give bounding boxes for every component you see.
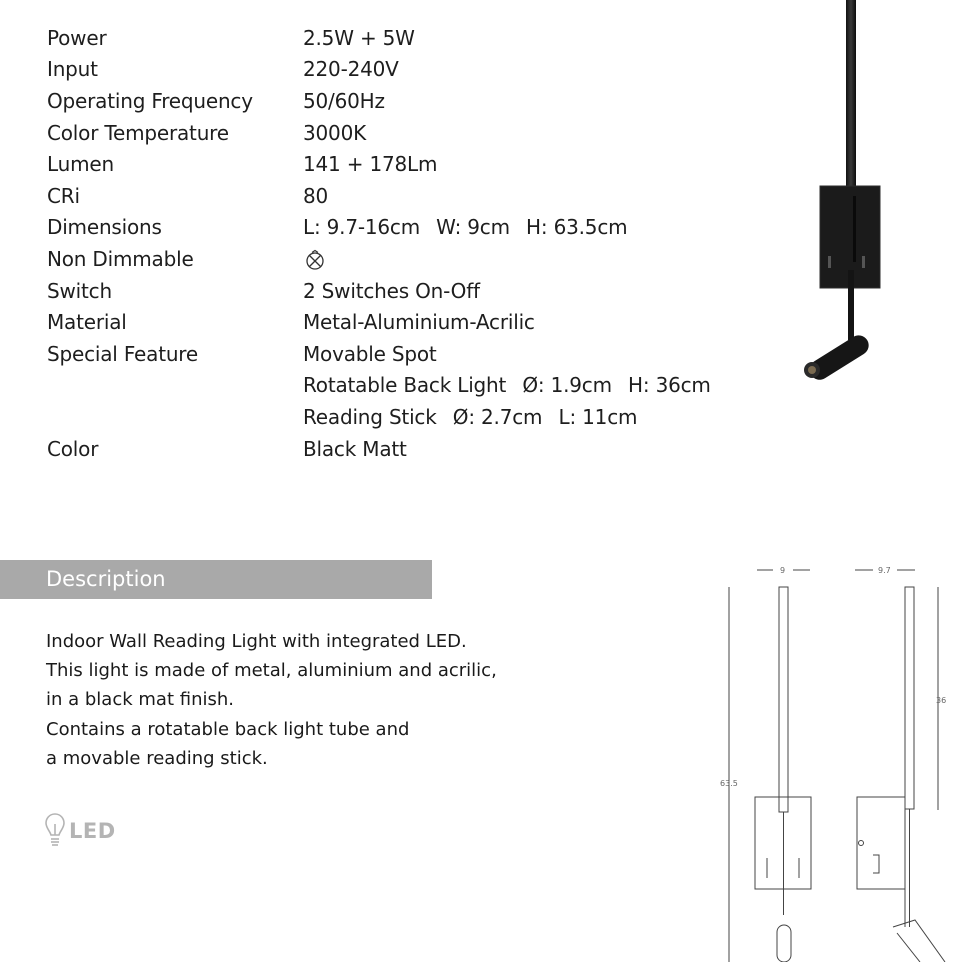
height-label: 63.5 [720, 779, 738, 788]
spec-value [303, 215, 627, 239]
spec-row-special-feature [47, 338, 747, 370]
spec-label: Color Temperature [47, 120, 229, 145]
reading-stick-diameter: Ø: 2.7cm [452, 404, 543, 429]
reading-stick-name: Reading Stick [303, 404, 437, 429]
spec-label: Color [47, 436, 99, 461]
spec-row-back-light [47, 370, 747, 402]
spec-row-lumen [47, 148, 747, 180]
spec-label: Power [47, 25, 107, 50]
spec-label: Input [47, 57, 98, 82]
spec-row-reading-stick [47, 401, 747, 433]
spec-label: Non Dimmable [47, 246, 194, 271]
spec-row-material [47, 306, 747, 338]
description-heading-bar [0, 560, 432, 599]
product-photo [790, 0, 900, 390]
technical-drawing [715, 555, 975, 962]
spec-row-color-temperature [47, 117, 747, 149]
spec-value: Movable Spot [303, 341, 437, 366]
spec-row-switch [47, 275, 747, 307]
dimension-length: L: 9.7-16cm [303, 215, 420, 240]
spec-row-color [47, 433, 747, 465]
dimension-width: W: 9cm [436, 215, 510, 240]
led-badge-text: LED [69, 819, 116, 843]
led-badge [44, 812, 116, 850]
specifications-table [47, 22, 747, 464]
non-dimmable-icon [303, 248, 327, 272]
depth-label: 9.7 [878, 566, 891, 575]
spec-row-input [47, 54, 747, 86]
spec-value: 2 Switches On-Off [303, 278, 480, 303]
back-light-height: H: 36cm [628, 373, 711, 398]
spec-value [303, 405, 637, 429]
spec-row-cri [47, 180, 747, 212]
spec-value: 2.5W + 5W [303, 25, 415, 50]
back-light-diameter: Ø: 1.9cm [522, 373, 612, 398]
spec-label: Special Feature [47, 341, 198, 366]
description-line: Indoor Wall Reading Light with integrated LED. [46, 631, 467, 652]
spec-value: 80 [303, 183, 329, 208]
description-heading: Description [46, 567, 166, 591]
dimension-height: H: 63.5cm [526, 215, 628, 240]
spec-value: 141 + 178Lm [303, 152, 438, 177]
spec-label: CRi [47, 183, 80, 208]
spec-value [303, 373, 711, 397]
back-light-name: Rotatable Back Light [303, 373, 507, 398]
spec-label: Material [47, 310, 127, 335]
description-line: Contains a rotatable back light tube and [46, 718, 410, 740]
spec-label: Dimensions [47, 215, 162, 240]
spec-value: Black Matt [303, 436, 407, 461]
description-line: in a black mat finish. [46, 689, 234, 711]
spec-row-power [47, 22, 747, 54]
spec-value: Metal-Aluminium-Acrilic [303, 310, 535, 335]
spec-value [303, 246, 327, 272]
spec-value: 220-240V [303, 57, 399, 82]
description-line: This light is made of metal, aluminium and acrilic, [46, 660, 497, 682]
spec-row-dimensions [47, 212, 747, 244]
spec-row-non-dimmable [47, 243, 747, 275]
spec-row-frequency [47, 85, 747, 117]
reading-stick-length: L: 11cm [558, 404, 638, 429]
bulb-icon [44, 812, 66, 850]
description-line: a movable reading stick. [46, 747, 268, 769]
spec-value: 50/60Hz [303, 88, 385, 113]
tube-height-label: 36 [936, 696, 947, 705]
spec-label: Operating Frequency [47, 88, 253, 113]
description-text [46, 627, 497, 773]
width-label: 9 [780, 566, 786, 575]
spec-label: Switch [47, 278, 112, 303]
spec-label: Lumen [47, 152, 114, 177]
spec-value: 3000K [303, 120, 367, 145]
